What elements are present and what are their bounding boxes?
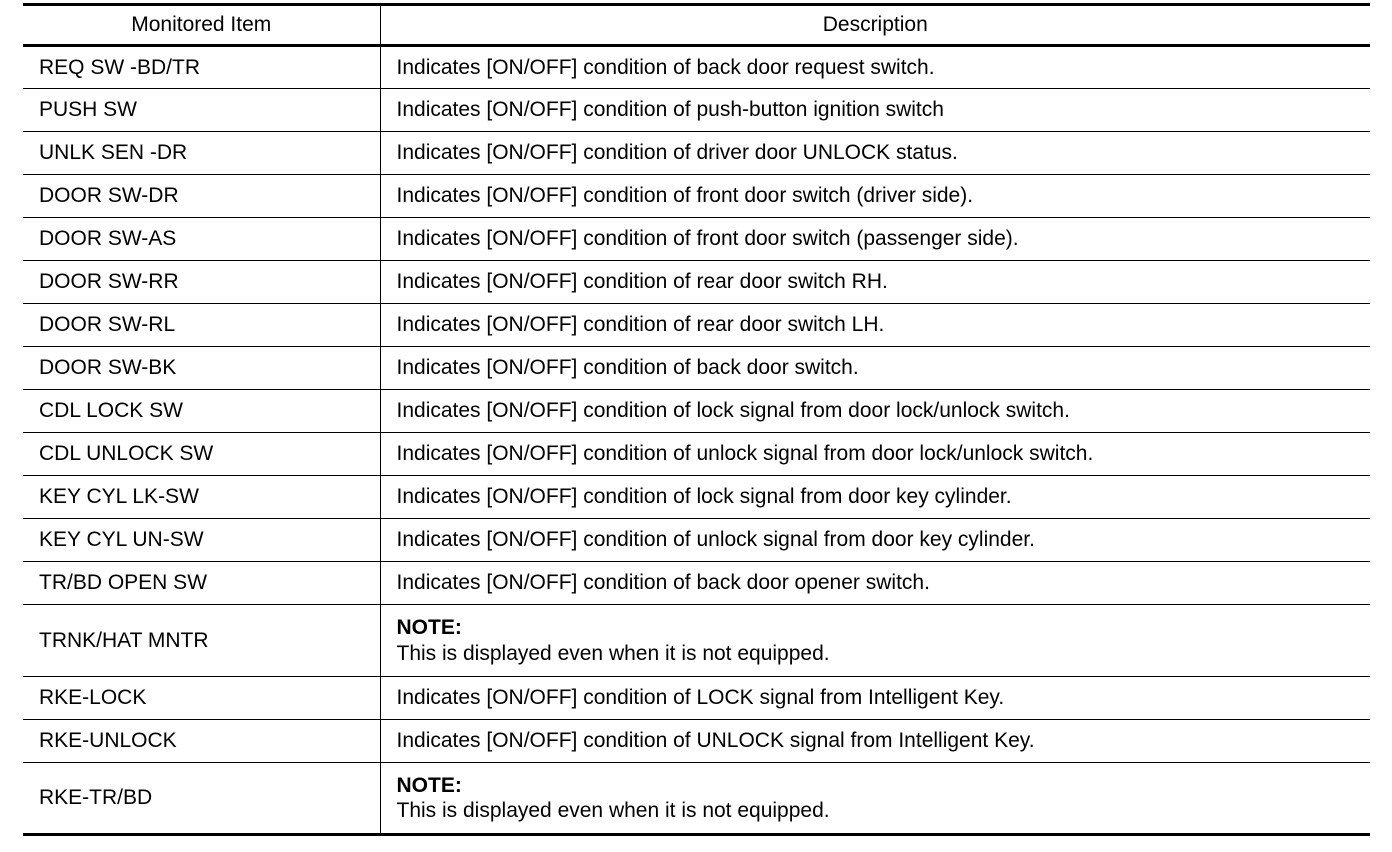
table-row — [23, 347, 1370, 390]
monitored-item-cell: TRNK/HAT MNTR — [23, 605, 380, 677]
table-row — [23, 89, 1370, 132]
monitored-item-cell: CDL UNLOCK SW — [23, 433, 380, 476]
table-body — [23, 46, 1370, 835]
monitored-item-cell: REQ SW -BD/TR — [23, 46, 380, 89]
description-cell: Indicates [ON/OFF] condition of back door request switch. — [380, 46, 1370, 89]
monitored-item-cell: RKE-UNLOCK — [23, 720, 380, 763]
table-row — [23, 476, 1370, 519]
description-note-cell — [380, 605, 1370, 677]
description-cell: Indicates [ON/OFF] condition of front door switch (driver side). — [380, 175, 1370, 218]
monitored-item-cell: KEY CYL UN-SW — [23, 519, 380, 562]
description-cell: Indicates [ON/OFF] condition of unlock signal from door lock/unlock switch. — [380, 433, 1370, 476]
header-description: Description — [380, 5, 1370, 46]
note-title: NOTE: — [396, 616, 462, 640]
description-cell: Indicates [ON/OFF] condition of front door switch (passenger side). — [380, 218, 1370, 261]
monitored-item-cell: DOOR SW-RR — [23, 261, 380, 304]
description-cell: Indicates [ON/OFF] condition of unlock signal from door key cylinder. — [380, 519, 1370, 562]
header-monitored-item: Monitored Item — [23, 5, 380, 46]
monitored-item-cell: CDL LOCK SW — [23, 390, 380, 433]
description-cell: Indicates [ON/OFF] condition of back door opener switch. — [380, 562, 1370, 605]
monitored-item-cell: DOOR SW-DR — [23, 175, 380, 218]
description-cell: Indicates [ON/OFF] condition of back door switch. — [380, 347, 1370, 390]
table-row — [23, 304, 1370, 347]
table-row — [23, 261, 1370, 304]
monitor-items-table-wrapper — [23, 3, 1370, 836]
monitored-item-cell: TR/BD OPEN SW — [23, 562, 380, 605]
monitored-item-cell: DOOR SW-AS — [23, 218, 380, 261]
table-row — [23, 677, 1370, 720]
monitored-item-cell: RKE-TR/BD — [23, 763, 380, 835]
monitored-item-cell: DOOR SW-BK — [23, 347, 380, 390]
description-cell: Indicates [ON/OFF] condition of lock signal from door key cylinder. — [380, 476, 1370, 519]
note-text: This is displayed even when it is not equipped. — [396, 641, 830, 665]
table-row — [23, 763, 1370, 835]
description-cell: Indicates [ON/OFF] condition of driver door UNLOCK status. — [380, 132, 1370, 175]
monitored-item-cell: KEY CYL LK-SW — [23, 476, 380, 519]
table-row — [23, 46, 1370, 89]
description-cell: Indicates [ON/OFF] condition of push-button ignition switch — [380, 89, 1370, 132]
monitor-items-table — [23, 3, 1370, 836]
description-note-cell — [380, 763, 1370, 835]
description-cell: Indicates [ON/OFF] condition of lock signal from door lock/unlock switch. — [380, 390, 1370, 433]
description-cell: Indicates [ON/OFF] condition of UNLOCK signal from Intelligent Key. — [380, 720, 1370, 763]
table-row — [23, 218, 1370, 261]
monitored-item-cell: RKE-LOCK — [23, 677, 380, 720]
table-row — [23, 519, 1370, 562]
table-row — [23, 175, 1370, 218]
note-text: This is displayed even when it is not equipped. — [396, 799, 830, 822]
table-row — [23, 605, 1370, 677]
note-title: NOTE: — [396, 773, 462, 797]
monitored-item-cell: PUSH SW — [23, 89, 380, 132]
table-row — [23, 132, 1370, 175]
table-row — [23, 390, 1370, 433]
table-row — [23, 562, 1370, 605]
description-cell: Indicates [ON/OFF] condition of rear door switch LH. — [380, 304, 1370, 347]
monitored-item-cell: UNLK SEN -DR — [23, 132, 380, 175]
header-row — [23, 5, 1370, 46]
description-cell: Indicates [ON/OFF] condition of rear door switch RH. — [380, 261, 1370, 304]
table-row — [23, 720, 1370, 763]
description-cell: Indicates [ON/OFF] condition of LOCK signal from Intelligent Key. — [380, 677, 1370, 720]
table-header — [23, 5, 1370, 46]
monitored-item-cell: DOOR SW-RL — [23, 304, 380, 347]
table-row — [23, 433, 1370, 476]
